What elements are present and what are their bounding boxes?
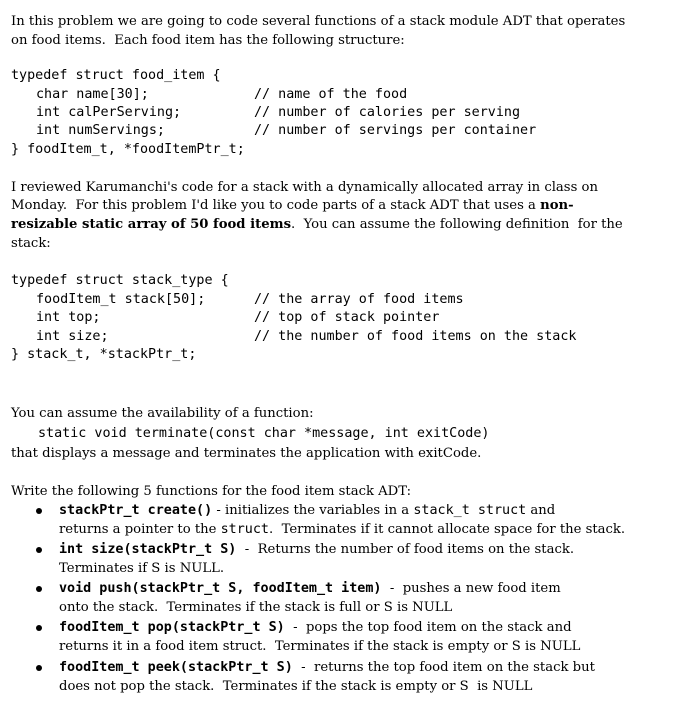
create-code-a: stack_t struct <box>413 503 527 518</box>
stack-struct-comment-top: // top of stack pointer <box>254 310 440 325</box>
peek-line-1 <box>59 659 595 677</box>
pop-desc-a: - pops the top food item on the stack and <box>284 620 572 635</box>
push-line-1 <box>59 580 561 598</box>
review-line-3-bold: resizable static array of 50 food items <box>11 217 291 232</box>
push-desc-a: - pushes a new food item <box>381 581 561 596</box>
food-struct-field-servings: int numServings; <box>36 123 165 138</box>
stack-struct-field-size: int size; <box>36 329 109 344</box>
review-line-2-bold: non- <box>540 198 574 213</box>
stack-struct-comment-array: // the array of food items <box>254 292 464 307</box>
size-signature: int size(stackPtr_t S) <box>59 542 237 557</box>
review-line-3-text: . You can assume the following definition for the <box>291 217 623 232</box>
review-line-1: I reviewed Karumanchi's code for a stack with a dynamically allocated array in class on <box>11 180 598 195</box>
size-line-1 <box>59 541 574 559</box>
food-struct-comment-name: // name of the food <box>254 87 408 102</box>
create-desc-c: returns a pointer to the <box>59 522 221 537</box>
review-line-4: stack: <box>11 236 51 251</box>
stack-struct-comment-size: // the number of food items on the stack <box>254 329 577 344</box>
bullet-peek <box>36 665 42 671</box>
pop-line-1 <box>59 619 572 637</box>
stack-struct-open: typedef struct stack_type { <box>11 273 229 288</box>
size-line-2: Terminates if S is NULL. <box>59 561 225 576</box>
peek-line-2: does not pop the stack. Terminates if the stack is empty or S is NULL <box>59 679 533 694</box>
food-struct-comment-cal: // number of calories per serving <box>254 105 521 120</box>
food-struct-comment-servings: // number of servings per container <box>254 123 537 138</box>
bullet-pop <box>36 625 42 631</box>
create-desc-b: and <box>526 503 556 518</box>
terminate-desc: that displays a message and terminates the application with exitCode. <box>11 446 482 461</box>
pop-signature: foodItem_t pop(stackPtr_t S) <box>59 620 285 635</box>
terminate-signature: static void terminate(const char *message, int exitCode) <box>38 426 490 441</box>
review-line-3 <box>11 216 623 234</box>
bullet-size <box>36 547 42 553</box>
create-line-2 <box>59 521 625 539</box>
food-struct-close: } foodItem_t, *foodItemPtr_t; <box>11 142 245 157</box>
create-signature: stackPtr_t create() <box>59 503 213 518</box>
peek-signature: foodItem_t peek(stackPtr_t S) <box>59 660 293 675</box>
food-struct-field-cal: int calPerServing; <box>36 105 182 120</box>
create-desc-a: - initializes the variables in a <box>212 503 414 518</box>
review-line-2-text: Monday. For this problem I'd like you to code parts of a stack ADT that uses a <box>11 198 541 213</box>
review-line-2 <box>11 197 574 215</box>
peek-desc-a: - returns the top food item on the stack but <box>292 660 595 675</box>
size-desc-a: - Returns the number of food items on the stack. <box>236 542 575 557</box>
create-code-b: struct <box>220 522 269 537</box>
bullet-create <box>36 508 42 514</box>
pop-line-2: returns it in a food item struct. Terminates if the stack is empty or S is NULL <box>59 639 581 654</box>
push-line-2: onto the stack. Terminates if the stack is full or S is NULL <box>59 600 453 615</box>
create-desc-d: . Terminates if it cannot allocate space for the stack. <box>269 522 626 537</box>
stack-struct-field-top: int top; <box>36 310 101 325</box>
bullet-push <box>36 586 42 592</box>
push-signature: void push(stackPtr_t S, foodItem_t item) <box>59 581 382 596</box>
food-struct-field-name: char name[30]; <box>36 87 149 102</box>
stack-struct-close: } stack_t, *stackPtr_t; <box>11 347 197 362</box>
terminate-intro: You can assume the availability of a function: <box>11 406 314 421</box>
create-line-1 <box>59 502 555 520</box>
food-struct-open: typedef struct food_item { <box>11 68 221 83</box>
functions-heading: Write the following 5 functions for the food item stack ADT: <box>11 484 412 499</box>
stack-struct-field-array: foodItem_t stack[50]; <box>36 292 206 307</box>
intro-line-2: on food items. Each food item has the following structure: <box>11 33 405 48</box>
intro-line-1: In this problem we are going to code several functions of a stack module ADT that operates <box>11 14 626 29</box>
